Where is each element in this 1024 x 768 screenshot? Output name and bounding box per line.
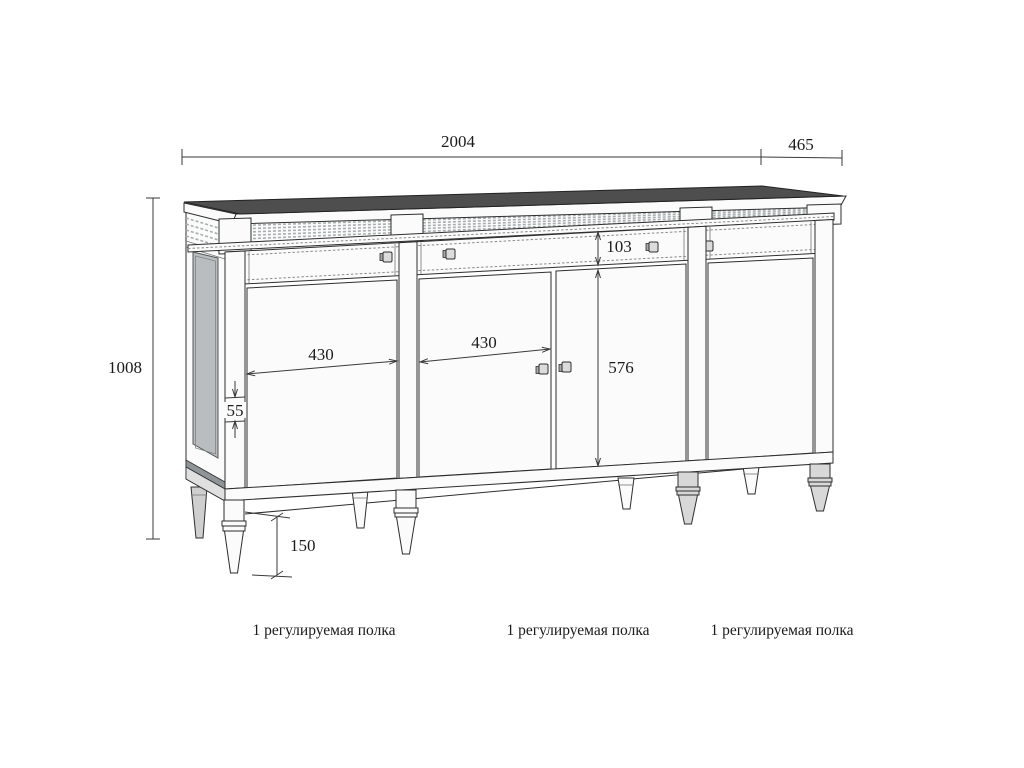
- side-panel: [193, 252, 218, 458]
- pilaster: [688, 226, 706, 460]
- sideboard-drawing: [184, 186, 846, 573]
- back-leg: [618, 478, 634, 509]
- dim-overall-height: [108, 198, 160, 539]
- drawer-knob: [443, 249, 455, 259]
- dim-drawer-height-label: 103: [606, 237, 632, 256]
- door-middle-left: [419, 272, 551, 477]
- door-right: [708, 258, 813, 460]
- dim-left-door-width-label: 430: [308, 345, 334, 364]
- back-leg: [352, 490, 368, 528]
- front-leg: [222, 500, 246, 573]
- front-leg: [808, 464, 832, 511]
- pilaster: [225, 251, 245, 489]
- door-left: [247, 280, 397, 488]
- dim-leg-height-label: 150: [290, 536, 316, 555]
- dim-middle-door-width-label: 430: [471, 333, 497, 352]
- caption-middle-section: 1 регулируемая полка: [506, 622, 650, 639]
- dim-overall-width-label: 2004: [441, 132, 475, 151]
- dim-overall-width: [182, 132, 761, 165]
- dim-leg-height: [245, 512, 316, 579]
- back-leg: [191, 487, 207, 538]
- drawer-knob: [380, 252, 392, 262]
- pilaster: [815, 220, 833, 454]
- front-leg: [394, 490, 418, 554]
- caption-left-section: 1 регулируемая полка: [252, 622, 396, 639]
- drawer-knob: [646, 242, 658, 252]
- dim-door-height-label: 576: [608, 358, 634, 377]
- caption-right-section: 1 регулируемая полка: [710, 622, 854, 639]
- back-leg: [743, 467, 759, 494]
- pilaster: [399, 242, 417, 479]
- dim-depth-label: 465: [788, 135, 814, 154]
- front-leg: [676, 472, 700, 524]
- dim-shelf-thickness-label: 55: [226, 401, 244, 420]
- dim-depth: [761, 135, 842, 166]
- dim-overall-height-label: 1008: [108, 358, 142, 377]
